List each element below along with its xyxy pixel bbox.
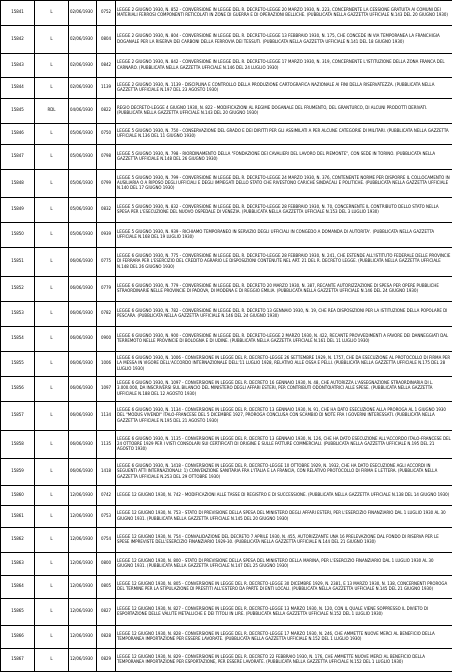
act-date: 02/06/1930 xyxy=(69,26,97,54)
act-number: 0828 xyxy=(97,626,116,649)
act-number: 0742 xyxy=(97,486,116,506)
table-row xyxy=(1,553,452,576)
act-date: 05/06/1930 xyxy=(69,145,97,170)
table-row xyxy=(1,528,452,553)
table-row xyxy=(1,54,452,78)
act-description: LEGGE 5 GIUGNO 1930, N. 939 - RICHIAMO TEMPORANEO IN SERVIZIO DEGLI UFFICIALI IN CONGEDO A DOMANDA DI AUTORITA'. (PUBBLICATA NELLA GAZZETTA UFFICIALE N.168 DEL 19 LUGLIO 1930) xyxy=(116,223,452,248)
act-type: L xyxy=(35,54,69,78)
act-date: 06/06/1930 xyxy=(69,431,97,459)
act-number: 0822 xyxy=(97,99,116,124)
act-date: 06/06/1930 xyxy=(69,402,97,431)
act-number: 0779 xyxy=(97,277,116,302)
table-row xyxy=(1,26,452,54)
act-type: L xyxy=(35,486,69,506)
record-number: 15860 xyxy=(1,486,35,506)
record-number: 15858 xyxy=(1,431,35,459)
act-description: LEGGE 12 GIUGNO 1930, N. 753 - STATO DI PREVISIONE DELLA SPESA DEL MINISTERO DEGLI AFFARI ESTERI, PER L'ESERCIZIO FINANZIARIO DAL 1 LUGLIO 1930 AL 30 GIUGNO 1931. (PUBBLICATA NELLA GAZZETTA UFFICIALE N.145 DEL 20 GIUGNO 1930) xyxy=(116,506,452,528)
record-number: 15846 xyxy=(1,124,35,145)
act-number: 0939 xyxy=(97,223,116,248)
act-type: L xyxy=(35,170,69,198)
act-type: L xyxy=(35,377,69,402)
table-row xyxy=(1,486,452,506)
table-row xyxy=(1,626,452,649)
record-number: 15848 xyxy=(1,170,35,198)
act-date: 02/06/1930 xyxy=(69,1,97,26)
act-date: 05/06/1930 xyxy=(69,124,97,145)
record-number: 15861 xyxy=(1,506,35,528)
act-number: 1139 xyxy=(97,78,116,99)
table-row xyxy=(1,402,452,431)
table-row xyxy=(1,99,452,124)
record-number: 15863 xyxy=(1,553,35,576)
act-date: 12/06/1930 xyxy=(69,486,97,506)
act-date: 06/06/1930 xyxy=(69,377,97,402)
act-date: 05/06/1930 xyxy=(69,223,97,248)
act-number: 0832 xyxy=(97,198,116,223)
act-number: 0752 xyxy=(97,1,116,26)
act-number: 0753 xyxy=(97,506,116,528)
act-type: L xyxy=(35,649,69,672)
act-date: 12/06/1930 xyxy=(69,553,97,576)
act-description: LEGGE 12 GIUGNO 1930, N. 828 - CONVERSIONE IN LEGGE DEL R. DECRETO-LEGGE 17 MARZO 1930, N. 246, CHE AMMETTE NUOVE MERCI AL BENEFICIO DELLA TEMPORANEA IMPORTAZIONE PER ESSERE LAVORATE. (PUBBLICATA NELLA GAZZETTA UFFICIALE N.152 DEL 1 LUGLIO 1930) xyxy=(116,626,452,649)
act-number: 0900 xyxy=(97,327,116,352)
act-number: 0798 xyxy=(97,145,116,170)
act-type: L xyxy=(35,599,69,626)
act-description: LEGGE 5 GIUGNO 1930, N. 798 - RIORDINAMENTO DELLA "FONDAZIONE DEI CAVALIERI DEL LAVORO DEL PIEMONTE", CON SEDE IN TORINO. (PUBBLICATA NELLA GAZZETTA UFFICIALE N.148 DEL 26 GIUGNO 1930) xyxy=(116,145,452,170)
act-date: 12/06/1930 xyxy=(69,528,97,553)
act-type: L xyxy=(35,327,69,352)
act-number: 1134 xyxy=(97,402,116,431)
act-number: 0804 xyxy=(97,26,116,54)
record-number: 15867 xyxy=(1,649,35,672)
table-row xyxy=(1,599,452,626)
act-date: 12/06/1930 xyxy=(69,649,97,672)
record-number: 15842 xyxy=(1,26,35,54)
record-number: 15841 xyxy=(1,1,35,26)
act-type: L xyxy=(35,576,69,599)
act-number: 0842 xyxy=(97,54,116,78)
record-number: 15843 xyxy=(1,54,35,78)
table-row xyxy=(1,431,452,459)
table-row xyxy=(1,377,452,402)
act-type: RDL xyxy=(35,99,69,124)
act-type: L xyxy=(35,145,69,170)
law-registry-rows xyxy=(1,1,452,672)
act-number: 0827 xyxy=(97,599,116,626)
table-row xyxy=(1,277,452,302)
act-type: L xyxy=(35,459,69,486)
act-description: LEGGE 6 GIUGNO 1930, N. 1135 - CONVERSIONE IN LEGGE DEL R. DECRETO 13 GENNAIO 1930, N. 126, CHE HA DATO ESECUZIONE ALL'ACCORDO ITALO-FRANCESE DEL 24 OTTOBRE 1929 PER I VISTI CONSOLARI SUI CERTIFICATI DI ORIGINE E SULLE FATTURE COMMERCIALI. (PUBBLICATA NELLA GAZZETTA UFFICIALE N.195 DEL 21 AGOSTO 1930) xyxy=(116,431,452,459)
act-description: LEGGE 12 GIUGNO 1930, N. 754 - CONVALIDAZIONE DEL DECRETO 7 APRILE 1930, N. 455, AUTORIZZANTE UNA 16 PRELEVAZIONE DAL FONDO DI RISERVA PER LE SPESE IMPREVISTE DELL'ESERCIZIO FINANZIARIO 1929-30. (PUBBLICATA NELLA GAZZETTA UFFICIALE N.144 DEL 21 GIUGNO 1930) xyxy=(116,528,452,553)
act-type: L xyxy=(35,277,69,302)
record-number: 15847 xyxy=(1,145,35,170)
act-type: L xyxy=(35,352,69,377)
record-number: 15859 xyxy=(1,459,35,486)
act-type: L xyxy=(35,26,69,54)
act-date: 12/06/1930 xyxy=(69,626,97,649)
act-number: 1418 xyxy=(97,459,116,486)
act-date: 06/06/1930 xyxy=(69,248,97,277)
act-number: 0800 xyxy=(97,553,116,576)
act-description: REGIO DECRETO-LEGGE 4 GIUGNO 1930, N. 822 - MODIFICAZIONI AL REGIME DOGANALE DEL FRUMENTO, DEL GRANTURCO, DI ALCUNI PRODOTTI DERIVATI. (PUBBLICATA NELLA GAZZETTA UFFICIALE N.143 DEL 20 GIUGNO 1930) xyxy=(116,99,452,124)
act-number: 0754 xyxy=(97,528,116,553)
table-row xyxy=(1,145,452,170)
table-row xyxy=(1,506,452,528)
act-date: 05/06/1930 xyxy=(69,198,97,223)
table-row xyxy=(1,1,452,26)
act-number: 0799 xyxy=(97,170,116,198)
act-date: 06/06/1930 xyxy=(69,277,97,302)
record-number: 15844 xyxy=(1,78,35,99)
act-type: L xyxy=(35,626,69,649)
table-row xyxy=(1,223,452,248)
act-number: 1006 xyxy=(97,352,116,377)
table-row xyxy=(1,170,452,198)
act-date: 06/06/1930 xyxy=(69,459,97,486)
act-description: LEGGE 6 GIUGNO 1930, N. 1006 - CONVERSIONE IN LEGGE DEL R. DECRETO-LEGGE 26 SETTEMBRE 1929, N. 1757, CHE DA ESECUZIONE AL PROTOCOLLO DI FIRMA PER LA MESSA IN VIGORE DELL'ACCORDO INTERNAZIONALE DELL'11 LUGLIO 1928, RELATIVO ALLE OSSA E PELLI. (PUBBLICATA NELLA GAZZETTA UFFICIALE N.175 DEL 28 LUGLIO 1930) xyxy=(116,352,452,377)
act-description: LEGGE 5 GIUGNO 1930, N. 750 - CONSERVAZIONE DEL GRADO E DEI DIRITTI PER GLI ASSIMILATI A PER ALCUNE CATEGORIE DI MILITARI. (PUBBLICATA NELLA GAZZETTA UFFICIALE N.136 DEL 11 GIUGNO 1930) xyxy=(116,124,452,145)
table-row xyxy=(1,248,452,277)
act-number: 0829 xyxy=(97,649,116,672)
act-type: L xyxy=(35,223,69,248)
act-date: 02/06/1930 xyxy=(69,54,97,78)
act-description: LEGGE 2 GIUGNO 1930, N. 804 - CONVERSIONE IN LEGGE DEL R. DECRETO-LEGGE 13 FEBBRAIO 1930, N. 175, CHE CONCEDE IN VIA TEMPORANEA LA FRANCHIGIA DOGANALE PER LA RISERVA DEI CARBONI DELLA FERROVIA DEI TESSUTI. (PUBBLICATA NELLA GAZZETTA UFFICIALE N.141 DEL 18 GIUGNO 1930) xyxy=(116,26,452,54)
record-number: 15865 xyxy=(1,599,35,626)
act-description: LEGGE 12 GIUGNO 1930, N. 800 - STATO DI PREVISIONE DELLA SPESA DEL MINISTERO DELLA MARINA, PER L'ESERCIZIO FINANZIARIO DAL 1 LUGLIO 1930 AL 30 GIUGNO 1931. (PUBBLICATA NELLA GAZZETTA UFFICIALE N.147 DEL 25 GIUGNO 1930) xyxy=(116,553,452,576)
act-type: L xyxy=(35,124,69,145)
table-row xyxy=(1,198,452,223)
record-number: 15850 xyxy=(1,223,35,248)
act-description: LEGGE 5 GIUGNO 1930, N. 832 - CONVERSIONE IN LEGGE DEL R. DECRETO-LEGGE 28 FEBBRAIO 1930, N. 70, CONCERNENTE IL CONTRIBUTO DELLO STATO NELLA SPESA PER L'ESECUZIONE DEL NUOVO OSPEDALE DI VENEZIA. (PUBBLICATA NELLA GAZZETTA UFFICIALE N.153 DEL 3 LUGLIO 1930) xyxy=(116,198,452,223)
act-date: 05/06/1930 xyxy=(69,170,97,198)
act-date: 12/06/1930 xyxy=(69,599,97,626)
act-type: L xyxy=(35,506,69,528)
act-date: 06/06/1930 xyxy=(69,352,97,377)
act-type: L xyxy=(35,78,69,99)
act-description: LEGGE 6 GIUGNO 1930, N. 782 - CONVERSIONE IN LEGGE DEL R. DECRETO 13 GENNAIO 1930, N. 19, CHE REA DISPOSIZIONI PER LA ISTITUZIONE DELLA POPOLARE DI PESCARA. (PUBBLICATA NELLA GAZZETTA UFFICIALE N.146 DEL 24 GIUGNO 1930) xyxy=(116,302,452,327)
act-description: LEGGE 12 GIUGNO 1930, N. 742 - MODIFICAZIONI ALLE TASSE DI REGISTRO E DI SUCCESSIONE. (PUBBLICATA NELLA GAZZETTA UFFICIALE N.138 DEL 14 GIUGNO 1930) xyxy=(116,486,452,506)
record-number: 15866 xyxy=(1,626,35,649)
act-description: LEGGE 2 GIUGNO 1930, N. 1139 - DISCIPLINA E CONTROLLO DELLA PRODUZIONE CARTOGRAFICA NAZIONALE AI FINI DELLA RISERVATEZZA. (PUBBLICATA NELLA GAZZETTA UFFICIALE N.197 DEL 23 AGOSTO 1930) xyxy=(116,78,452,99)
record-number: 15862 xyxy=(1,528,35,553)
act-date: 06/06/1930 xyxy=(69,327,97,352)
act-description: LEGGE 6 GIUGNO 1930, N. 900 - CONVERSIONE IN LEGGE DEL R. DECRETO-LEGGE 2 MARZO 1930, N. 422, RECANTE PROVVEDIMENTI A FAVORE DEI DANNEGGIATI DAL TERREMOTO NELLE PROVINCIE DI BOLOGNA E DI UDINE. (PUBBLICATA NELLA GAZZETTA UFFICIALE N.161 DEL 11 LUGLIO 1930) xyxy=(116,327,452,352)
act-date: 06/06/1930 xyxy=(69,302,97,327)
act-date: 12/06/1930 xyxy=(69,576,97,599)
act-number: 0750 xyxy=(97,124,116,145)
record-number: 15864 xyxy=(1,576,35,599)
act-description: LEGGE 6 GIUGNO 1930, N. 779 - CONVERSIONE IN LEGGE DEL R. DECRETO 20 MARZO 1930, N. 387, RECANTE AUTORIZZAZIONE DI SPESA PER OPERE PUBBLICHE STRAORDINARIE NELLE PROVINCIE DI PADOVA, DI MODENA E DI REGGIO EMILIA. (PUBBLICATA NELLA GAZZETTA UFFICIALE N.146 DEL 24 GIUGNO 1930) xyxy=(116,277,452,302)
record-number: 15849 xyxy=(1,198,35,223)
act-type: L xyxy=(35,1,69,26)
record-number: 15856 xyxy=(1,377,35,402)
act-description: LEGGE 2 GIUGNO 1930, N. 842 - CONVERSIONE IN LEGGE DEL R. DECRETO-LEGGE 17 MARZO 1930, N. 319, CONCERNENTE L'ISTITUZIONE DELLA ZONA FRANCA DEL CARNARO. (PUBBLICATA NELLA GAZZETTA UFFICIALE N.146 DEL 24 LUGLIO 1930) xyxy=(116,54,452,78)
act-number: 0782 xyxy=(97,302,116,327)
act-number: 1135 xyxy=(97,431,116,459)
act-type: L xyxy=(35,302,69,327)
act-description: LEGGE 12 GIUGNO 1930, N. 829 - CONVERSIONE IN LEGGE DEL R. DECRETO 22 FEBBRAIO 1930, N. 176, CHE AMMETTE NUOVE MERCI AL BENEFICIO DELLA TEMPORANEA IMPORTAZIONE PER ESPORTAZIONE, PER ESSERE LAVORATE. (PUBBLICATA NELLA GAZZETTA UFFICIALE N.152 DEL 1 LUGLIO 1930) xyxy=(116,649,452,672)
act-type: L xyxy=(35,402,69,431)
act-description: LEGGE 2 GIUGNO 1930, N. 852 - CONVERSIONE IN LEGGE DEL R. DECRETO-LEGGE 20 MARZO 1930, N. 223, CONCERNENTE LA CESSIONE GRATUITA AI COMUNI DEI MATERIALI FERROSI COMPONENTI RETICOLATI IN ZONE DI GUERRA E DI OPERAZIONI BELLICHE. (PUBBLICATA NELLA GAZZETTA UFFICIALE N.143 DEL 20 GIUGNO 1930) xyxy=(116,1,452,26)
act-description: LEGGE 6 GIUGNO 1930, N. 1134 - CONVERSIONE IN LEGGE DEL R. DECRETO 13 GENNAIO 1930, N. 91, CHE HA DATO ESECUZIONE ALLA PROROGA AL 1 GIUGNO 1930 DEL "MODUS VIVENDI" ITALO-FRANCESE DEL 5 DICEMBRE 1927, PROROGA CONCLUSA CON SCAMBIO DI NOTE FRA I GOVERNI INTERESSATI. (PUBBLICATA NELLA GAZZETTA UFFICIALE N.195 DEL 21 AGOSTO 1930) xyxy=(116,402,452,431)
table-row xyxy=(1,352,452,377)
table-row xyxy=(1,124,452,145)
act-number: 0775 xyxy=(97,248,116,277)
act-date: 12/06/1930 xyxy=(69,506,97,528)
record-number: 15852 xyxy=(1,277,35,302)
act-description: LEGGE 6 GIUGNO 1930, N. 1418 - CONVERSIONE IN LEGGE DEL R. DECRETO-LEGGE 10 OTTOBRE 1929, N. 1932, CHE HA DATO ESECUZIONE AGLI ACCORDI IN SEGUENTI ATTI INTERNAZIONALI: 1) CONVENZIONE SANITARIA FRA L'ITALIA E LA FRANCIA, CON RELATIVO PROTOCOLLO DI FIRMA E LETTERA. (PUBBLICATA NELLA GAZZETTA UFFICIALE N.253 DEL 29 OTTOBRE 1930) xyxy=(116,459,452,486)
table-row xyxy=(1,78,452,99)
record-number: 15853 xyxy=(1,302,35,327)
record-number: 15854 xyxy=(1,327,35,352)
act-number: 1097 xyxy=(97,377,116,402)
act-date: 02/06/1930 xyxy=(69,78,97,99)
record-number: 15845 xyxy=(1,99,35,124)
act-type: L xyxy=(35,528,69,553)
act-description: LEGGE 5 GIUGNO 1930, N. 799 - CONVERSIONE IN LEGGE DEL R. DECRETO-LEGGE 24 MARZO 1930, N. 376, CONTENENTE NORME PER DISPORRE IL COLLOCAMENTO IN AUSILIARIA O A RIPOSO DEGLI UFFICIALI E DEGLI IMPIEGATI DELLO STATO CHE RIVESTONO CARICHE SINDACALI E POLITICHE. (PUBBLICATA NELLA GAZZETTA UFFICIALE N.140 DEL 17 GIUGNO 1930) xyxy=(116,170,452,198)
record-number: 15857 xyxy=(1,402,35,431)
act-description: LEGGE 12 GIUGNO 1930, N. 805 - CONVERSIONE IN LEGGE DEL R. DECRETO-LEGGE 30 DICEMBRE 1929, N. 2381, E 13 MARZO 1930, N. 138, CONCERNENTI PROROGA DEL TERMINE PER LA STIPULAZIONE DI PRESTITI ALL'ESTERO DA PARTE DI ENTI LOCALI. (PUBBLICATA NELLA GAZZETTA UFFICIALE N.145 DEL 21 GIUGNO 1930) xyxy=(116,576,452,599)
record-number: 15851 xyxy=(1,248,35,277)
act-type: L xyxy=(35,198,69,223)
record-number: 15855 xyxy=(1,352,35,377)
table-row xyxy=(1,302,452,327)
act-number: 0805 xyxy=(97,576,116,599)
act-type: L xyxy=(35,248,69,277)
act-type: L xyxy=(35,553,69,576)
act-date: 04/06/1930 xyxy=(69,99,97,124)
table-row xyxy=(1,576,452,599)
act-description: LEGGE 6 GIUGNO 1930, N. 1097 - CONVERSIONE IN LEGGE DEL R. DECRETO 16 GENNAIO 1930, N. 48, CHE AUTORIZZA L'ASSEGNAZIONE STRAORDINARIA DI L. 3.000.000, DA INSCRIVERSI SUL BILANCIO DEL MINISTERO DEGLI AFFARI ESTERI, PER CONTRIBUTI ODONTOIATRICI ALLE SPESE. (PUBBLICATA NELLA GAZZETTA UFFICIALE N.188 DEL 12 AGOSTO 1930) xyxy=(116,377,452,402)
table-row xyxy=(1,459,452,486)
act-description: LEGGE 12 GIUGNO 1930, N. 827 - CONVERSIONE IN LEGGE DEL R. DECRETO-LEGGE 13 MARZO 1930, N. 120, CON IL QUALE VIENE SOPPRESSO IL DIVIETO DI ESPORTAZIONE DELLE VALUTE METALLICHE E DEI TITOLI IN LIRE. (PUBBLICATA NELLA GAZZETTA UFFICIALE N.152 DEL 1 LUGLIO 1930) xyxy=(116,599,452,626)
table-row xyxy=(1,327,452,352)
act-type: L xyxy=(35,431,69,459)
act-description: LEGGE 6 GIUGNO 1930, N. 775 - CONVERSIONE IN LEGGE DEL R. DECRETO-LEGGE 28 FEBBRAIO 1930, N. 241, CHE ESTENDE ALL'ISTITUTO FEDERALE DELLE PROVINCIE DI FERRARA PER L'ESERCIZIO DEL CREDITO AGRARIO LE DISPOSIZIONI CONTENUTE NEL ART. 21 DEL R. DECRETO LEGGE. (PUBBLICATA NELLA GAZZETTA UFFICIALE N.148 DEL 26 GIUGNO 1930) xyxy=(116,248,452,277)
